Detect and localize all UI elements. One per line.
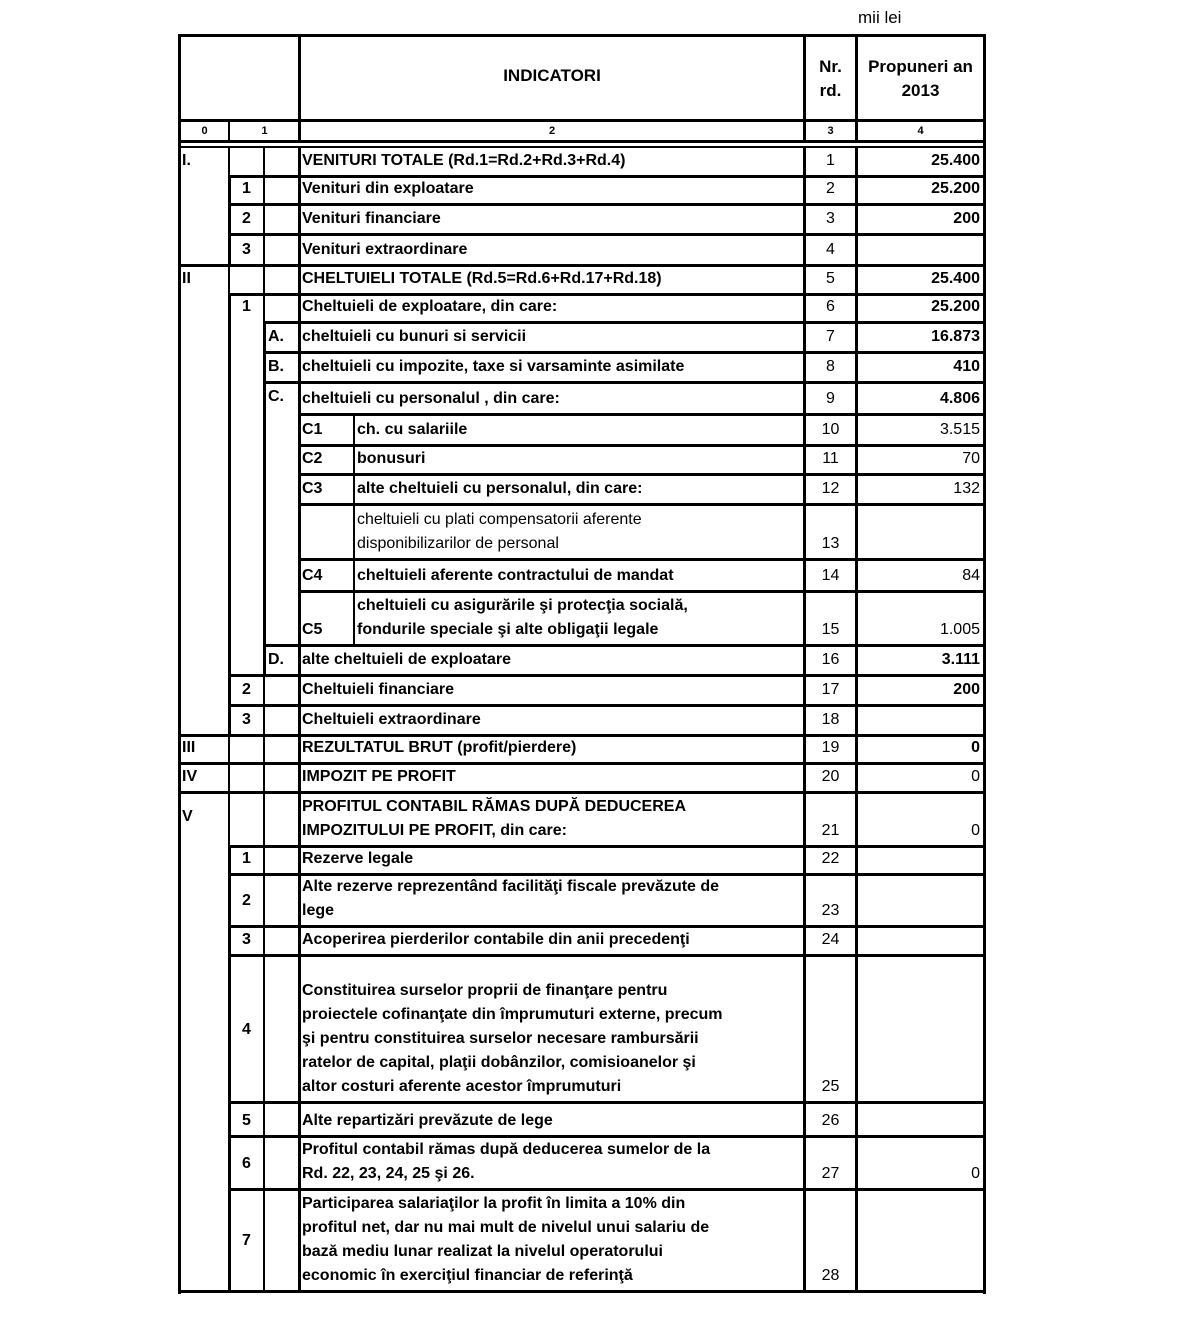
- row-item-code: 3: [242, 931, 251, 948]
- col-divider: [263, 415, 266, 446]
- col-divider: [298, 646, 301, 676]
- col-divider: [298, 353, 301, 383]
- row-number: 2: [826, 180, 835, 197]
- col-divider: [263, 505, 266, 560]
- col-divider: [228, 505, 231, 560]
- col-divider: [228, 736, 230, 764]
- row-value: 70: [962, 450, 980, 467]
- col-divider: [263, 764, 265, 793]
- indicator-label: cheltuieli cu asigurările şi protecţia socială,: [357, 597, 688, 614]
- col-divider: [263, 323, 266, 353]
- row-number: 13: [821, 535, 840, 552]
- row-number: 16: [821, 651, 840, 668]
- col-divider: [298, 415, 301, 446]
- col-divider: [228, 764, 230, 793]
- col-divider: [855, 505, 858, 560]
- row-rule: [263, 381, 986, 384]
- column-number: 3: [827, 125, 834, 137]
- indicator-label: Alte rezerve reprezentând facilităţi fiscale prevăzute de: [302, 878, 720, 895]
- row-detail-code: C4: [302, 567, 323, 584]
- indicator-label: PROFITUL CONTABIL RĂMAS DUPĂ DEDUCEREA: [302, 798, 687, 815]
- row-number: 21: [821, 822, 840, 839]
- col-divider: [228, 875, 231, 927]
- row-item-code: 1: [242, 850, 251, 867]
- col-divider: [228, 1137, 231, 1190]
- col-divider: [263, 383, 266, 415]
- row-item-code: 1: [242, 180, 251, 197]
- row-number: 27: [821, 1165, 840, 1182]
- col-divider: [298, 875, 301, 927]
- col-divider: [855, 875, 858, 927]
- indicator-label: proiectele cofinanţate din împrumuturi externe, precum: [302, 1006, 723, 1023]
- col-divider: [228, 475, 231, 505]
- table-right-border: [983, 34, 986, 1294]
- col-divider: [298, 847, 301, 875]
- col-divider: [228, 415, 231, 446]
- row-detail-code: C2: [302, 450, 323, 467]
- indicator-label: Alte repartizări prevăzute de lege: [302, 1112, 553, 1129]
- row-item-code: 4: [242, 1020, 251, 1038]
- col-divider: [263, 1103, 265, 1137]
- row-number: 18: [821, 711, 840, 728]
- col-divider: [855, 956, 858, 1103]
- row-number: 15: [821, 621, 840, 638]
- col-divider: [228, 676, 231, 706]
- col-divider: [263, 205, 265, 235]
- indicator-label: disponibilizarilor de personal: [357, 535, 559, 552]
- col-divider: [298, 177, 301, 205]
- row-item-code: 3: [242, 241, 251, 258]
- row-item-code: 2: [242, 210, 251, 227]
- indicator-label: Cheltuieli de exploatare, din care:: [302, 298, 558, 315]
- row-section-code: III: [182, 739, 196, 756]
- col-divider: [855, 927, 858, 956]
- col-divider: [298, 706, 301, 736]
- col-divider: [353, 475, 355, 505]
- row-section-code: IV: [182, 768, 198, 785]
- indicator-label: ratelor de capital, plaţii dobânzilor, comisioanelor şi: [302, 1054, 696, 1071]
- row-number: 25: [821, 1078, 840, 1095]
- indicator-label: Acoperirea pierderilor contabile din anii precedenţi: [302, 931, 690, 948]
- row-number: 19: [821, 739, 840, 756]
- row-value: 200: [953, 681, 980, 698]
- indicator-label: Rd. 22, 23, 24, 25 şi 26.: [302, 1165, 475, 1182]
- row-subitem-code: A.: [268, 328, 284, 345]
- row-number: 28: [821, 1267, 840, 1284]
- row-value: 16.873: [931, 328, 980, 345]
- col-divider: [263, 793, 265, 847]
- row-rule: [263, 644, 986, 647]
- col-divider: [263, 560, 266, 592]
- indicator-label: Profitul contabil rămas după deducerea sumelor de la: [302, 1141, 711, 1158]
- row-detail-code: C1: [302, 421, 323, 438]
- column-number: 1: [261, 125, 268, 137]
- indicator-label: REZULTATUL BRUT (profit/pierdere): [302, 739, 577, 756]
- indicator-label: CHELTUIELI TOTALE (Rd.5=Rd.6+Rd.17+Rd.18): [302, 270, 662, 287]
- col-divider: [263, 266, 265, 295]
- col-divider: [228, 353, 231, 383]
- row-section-code: V: [182, 808, 193, 825]
- row-number: 22: [821, 850, 840, 867]
- row-rule: [228, 674, 986, 677]
- col-divider: [228, 793, 230, 847]
- row-rule: [298, 473, 986, 476]
- row-number: 26: [821, 1112, 840, 1129]
- col-divider: [228, 592, 231, 646]
- col-divider: [228, 177, 231, 205]
- col-divider: [298, 793, 301, 847]
- row-value: 3.111: [941, 651, 980, 668]
- row-rule: [263, 351, 986, 354]
- col-divider: [298, 505, 301, 560]
- row-value: 25.400: [931, 270, 980, 287]
- col-divider: [228, 1190, 231, 1292]
- row-detail-code: C5: [302, 621, 323, 638]
- col-divider: [263, 1190, 265, 1292]
- row-rule: [228, 1188, 986, 1191]
- col-divider: [298, 676, 301, 706]
- row-number: 6: [826, 298, 835, 315]
- row-number: 10: [821, 421, 840, 438]
- row-number: 24: [821, 931, 840, 948]
- table-left-border: [178, 34, 181, 1294]
- row-rule: [298, 413, 986, 416]
- row-value: 25.400: [931, 152, 980, 169]
- indicator-label: cheltuieli cu plati compensatorii aferente: [357, 511, 642, 528]
- row-value: 0: [971, 768, 980, 785]
- col-divider: [298, 1137, 301, 1190]
- col-divider: [228, 956, 231, 1103]
- row-number: 1: [826, 152, 835, 169]
- col-divider: [263, 736, 265, 764]
- row-rule: [228, 954, 986, 957]
- col-divider: [228, 706, 231, 736]
- row-value: 1.005: [939, 621, 980, 638]
- indicator-label: alte cheltuieli de exploatare: [302, 651, 511, 668]
- col-divider: [228, 235, 231, 266]
- column-number: 0: [201, 125, 208, 137]
- row-number: 4: [826, 241, 835, 258]
- colnum-divider: [228, 122, 230, 143]
- col-divider: [228, 560, 231, 592]
- row-number: 17: [821, 681, 840, 698]
- row-subitem-code: D.: [268, 651, 284, 668]
- col-divider: [298, 764, 301, 793]
- indicator-label: lege: [302, 902, 335, 919]
- col-divider: [298, 383, 301, 415]
- indicator-label: Rezerve legale: [302, 850, 414, 867]
- indicator-label: Venituri din exploatare: [302, 180, 474, 197]
- row-value: 4.806: [939, 390, 980, 407]
- col-divider: [263, 646, 266, 676]
- col-divider: [228, 446, 231, 475]
- row-value: 0: [971, 1165, 980, 1182]
- col-divider: [263, 177, 265, 205]
- row-rule: [228, 1101, 986, 1104]
- col-divider: [298, 592, 301, 646]
- col-divider: [855, 1190, 858, 1292]
- row-number: 23: [821, 902, 840, 919]
- col-divider: [353, 446, 355, 475]
- indicator-label: cheltuieli cu bunuri si servicii: [302, 328, 527, 345]
- header-propuneri: Propuneri an: [868, 57, 973, 76]
- row-rule: [298, 503, 986, 506]
- unit-label: mii lei: [858, 8, 902, 27]
- row-rule: [228, 203, 986, 206]
- col-divider: [263, 235, 265, 266]
- row-number: 5: [826, 270, 835, 287]
- indicator-label: profitul net, dar nu mai mult de nivelul unui salariu de: [302, 1219, 710, 1236]
- row-item-code: 1: [242, 298, 251, 315]
- col-divider: [298, 736, 301, 764]
- row-number: 3: [826, 210, 835, 227]
- indicator-label: fondurile speciale şi alte obligaţii legale: [357, 621, 659, 638]
- indicator-label: IMPOZITULUI PE PROFIT, din care:: [302, 822, 567, 839]
- indicator-label: cheltuieli cu impozite, taxe si varsaminte asimilate: [302, 358, 685, 375]
- row-value: 25.200: [931, 298, 980, 315]
- row-detail-code: C3: [302, 480, 323, 497]
- indicator-label: Venituri extraordinare: [302, 241, 468, 258]
- col-divider: [298, 235, 301, 266]
- header-indicatori: INDICATORI: [503, 66, 601, 85]
- indicator-label: Constituirea surselor proprii de finanţare pentru: [302, 982, 668, 999]
- row-rule: [263, 321, 986, 324]
- col-divider: [228, 927, 231, 956]
- col-divider: [228, 383, 231, 415]
- row-number: 12: [821, 480, 840, 497]
- col-divider: [353, 592, 355, 646]
- col-divider: [298, 205, 301, 235]
- indicator-label: Cheltuieli extraordinare: [302, 711, 481, 728]
- row-value: 0: [971, 739, 980, 756]
- col-divider: [228, 146, 230, 177]
- row-item-code: 6: [242, 1154, 251, 1172]
- col-divider: [298, 927, 301, 956]
- row-item-code: 7: [242, 1232, 251, 1249]
- row-value: 200: [953, 210, 980, 227]
- col-divider: [263, 927, 265, 956]
- col-divider: [263, 847, 265, 875]
- row-section-code: I.: [182, 152, 191, 169]
- col-divider: [263, 875, 265, 927]
- row-subitem-code: B.: [268, 358, 284, 375]
- indicator-label: bază mediu lunar realizat la nivelul operatorului: [302, 1243, 663, 1260]
- col-divider: [263, 475, 266, 505]
- col-divider: [228, 295, 231, 323]
- col-divider: [855, 235, 858, 266]
- indicator-label: Cheltuieli financiare: [302, 681, 455, 698]
- col-divider: [263, 446, 266, 475]
- col-divider: [855, 706, 858, 736]
- indicator-label: şi pentru constituirea surselor necesare rambursării: [302, 1030, 699, 1047]
- column-number: 2: [548, 125, 556, 137]
- col-divider: [353, 505, 355, 560]
- col-divider: [263, 1137, 265, 1190]
- row-number: 9: [826, 390, 835, 407]
- row-rule: [298, 558, 986, 561]
- col-divider: [298, 475, 301, 505]
- col-divider: [298, 446, 301, 475]
- indicator-label: altor costuri aferente acestor împrumuturi: [302, 1078, 622, 1095]
- row-item-code: 5: [242, 1112, 251, 1129]
- row-subitem-code: C.: [268, 388, 284, 405]
- row-value: 410: [953, 358, 980, 375]
- col-divider: [228, 847, 231, 875]
- column-number: 4: [917, 125, 924, 137]
- row-rule: [298, 590, 986, 593]
- col-divider: [298, 323, 301, 353]
- col-divider: [298, 146, 301, 177]
- col-divider: [263, 295, 265, 323]
- header-nr-rd: Nr.: [819, 57, 842, 76]
- row-section-code: II: [182, 270, 191, 287]
- indicator-label: cheltuieli cu personalul , din care:: [302, 390, 560, 407]
- row-rule: [228, 233, 986, 236]
- row-number: 11: [822, 450, 839, 467]
- row-value: 3.515: [939, 421, 980, 438]
- row-number: 8: [826, 358, 835, 375]
- col-divider: [263, 706, 265, 736]
- row-rule: [228, 704, 986, 707]
- col-divider: [228, 266, 230, 295]
- indicator-label: Participarea salariaţilor la profit în limita a 10% din: [302, 1195, 686, 1212]
- indicator-label: VENITURI TOTALE (Rd.1=Rd.2+Rd.3+Rd.4): [302, 152, 626, 169]
- col-divider: [298, 1103, 301, 1137]
- col-divider: [855, 847, 858, 875]
- indicator-label: ch. cu salariile: [357, 421, 468, 438]
- col-divider: [298, 266, 301, 295]
- row-item-code: 2: [242, 681, 251, 698]
- row-item-code: 2: [242, 892, 251, 909]
- indicator-label: bonusuri: [357, 450, 426, 467]
- col-divider: [298, 295, 301, 323]
- indicator-label: alte cheltuieli cu personalul, din care:: [357, 480, 643, 497]
- col-divider: [228, 646, 231, 676]
- row-number: 14: [821, 567, 840, 584]
- col-divider: [228, 323, 231, 353]
- row-value: 132: [953, 480, 980, 497]
- col-divider: [855, 1103, 858, 1137]
- indicator-label: economic în exerciţiul financiar de referinţă: [302, 1267, 633, 1284]
- col-divider: [298, 956, 301, 1103]
- col-divider: [298, 560, 301, 592]
- indicator-label: IMPOZIT PE PROFIT: [302, 768, 456, 785]
- row-value: 25.200: [931, 180, 980, 197]
- col-divider: [263, 956, 265, 1103]
- row-number: 20: [821, 768, 840, 785]
- row-value: 84: [962, 567, 980, 584]
- col-divider: [263, 676, 265, 706]
- header-nr-rd: rd.: [819, 81, 842, 100]
- col-divider: [263, 353, 266, 383]
- col-divider: [228, 205, 231, 235]
- col-divider: [228, 1103, 231, 1137]
- row-item-code: 3: [242, 711, 251, 728]
- col-divider: [298, 1190, 301, 1292]
- indicator-label: cheltuieli aferente contractului de mandat: [357, 567, 674, 584]
- row-value: 0: [971, 822, 980, 839]
- indicator-label: Venituri financiare: [302, 210, 441, 227]
- row-number: 7: [826, 328, 835, 345]
- col-divider: [263, 146, 265, 177]
- header-propuneri: 2013: [901, 81, 940, 100]
- col-divider: [353, 560, 355, 592]
- col-divider: [353, 415, 355, 446]
- col-divider: [263, 592, 266, 646]
